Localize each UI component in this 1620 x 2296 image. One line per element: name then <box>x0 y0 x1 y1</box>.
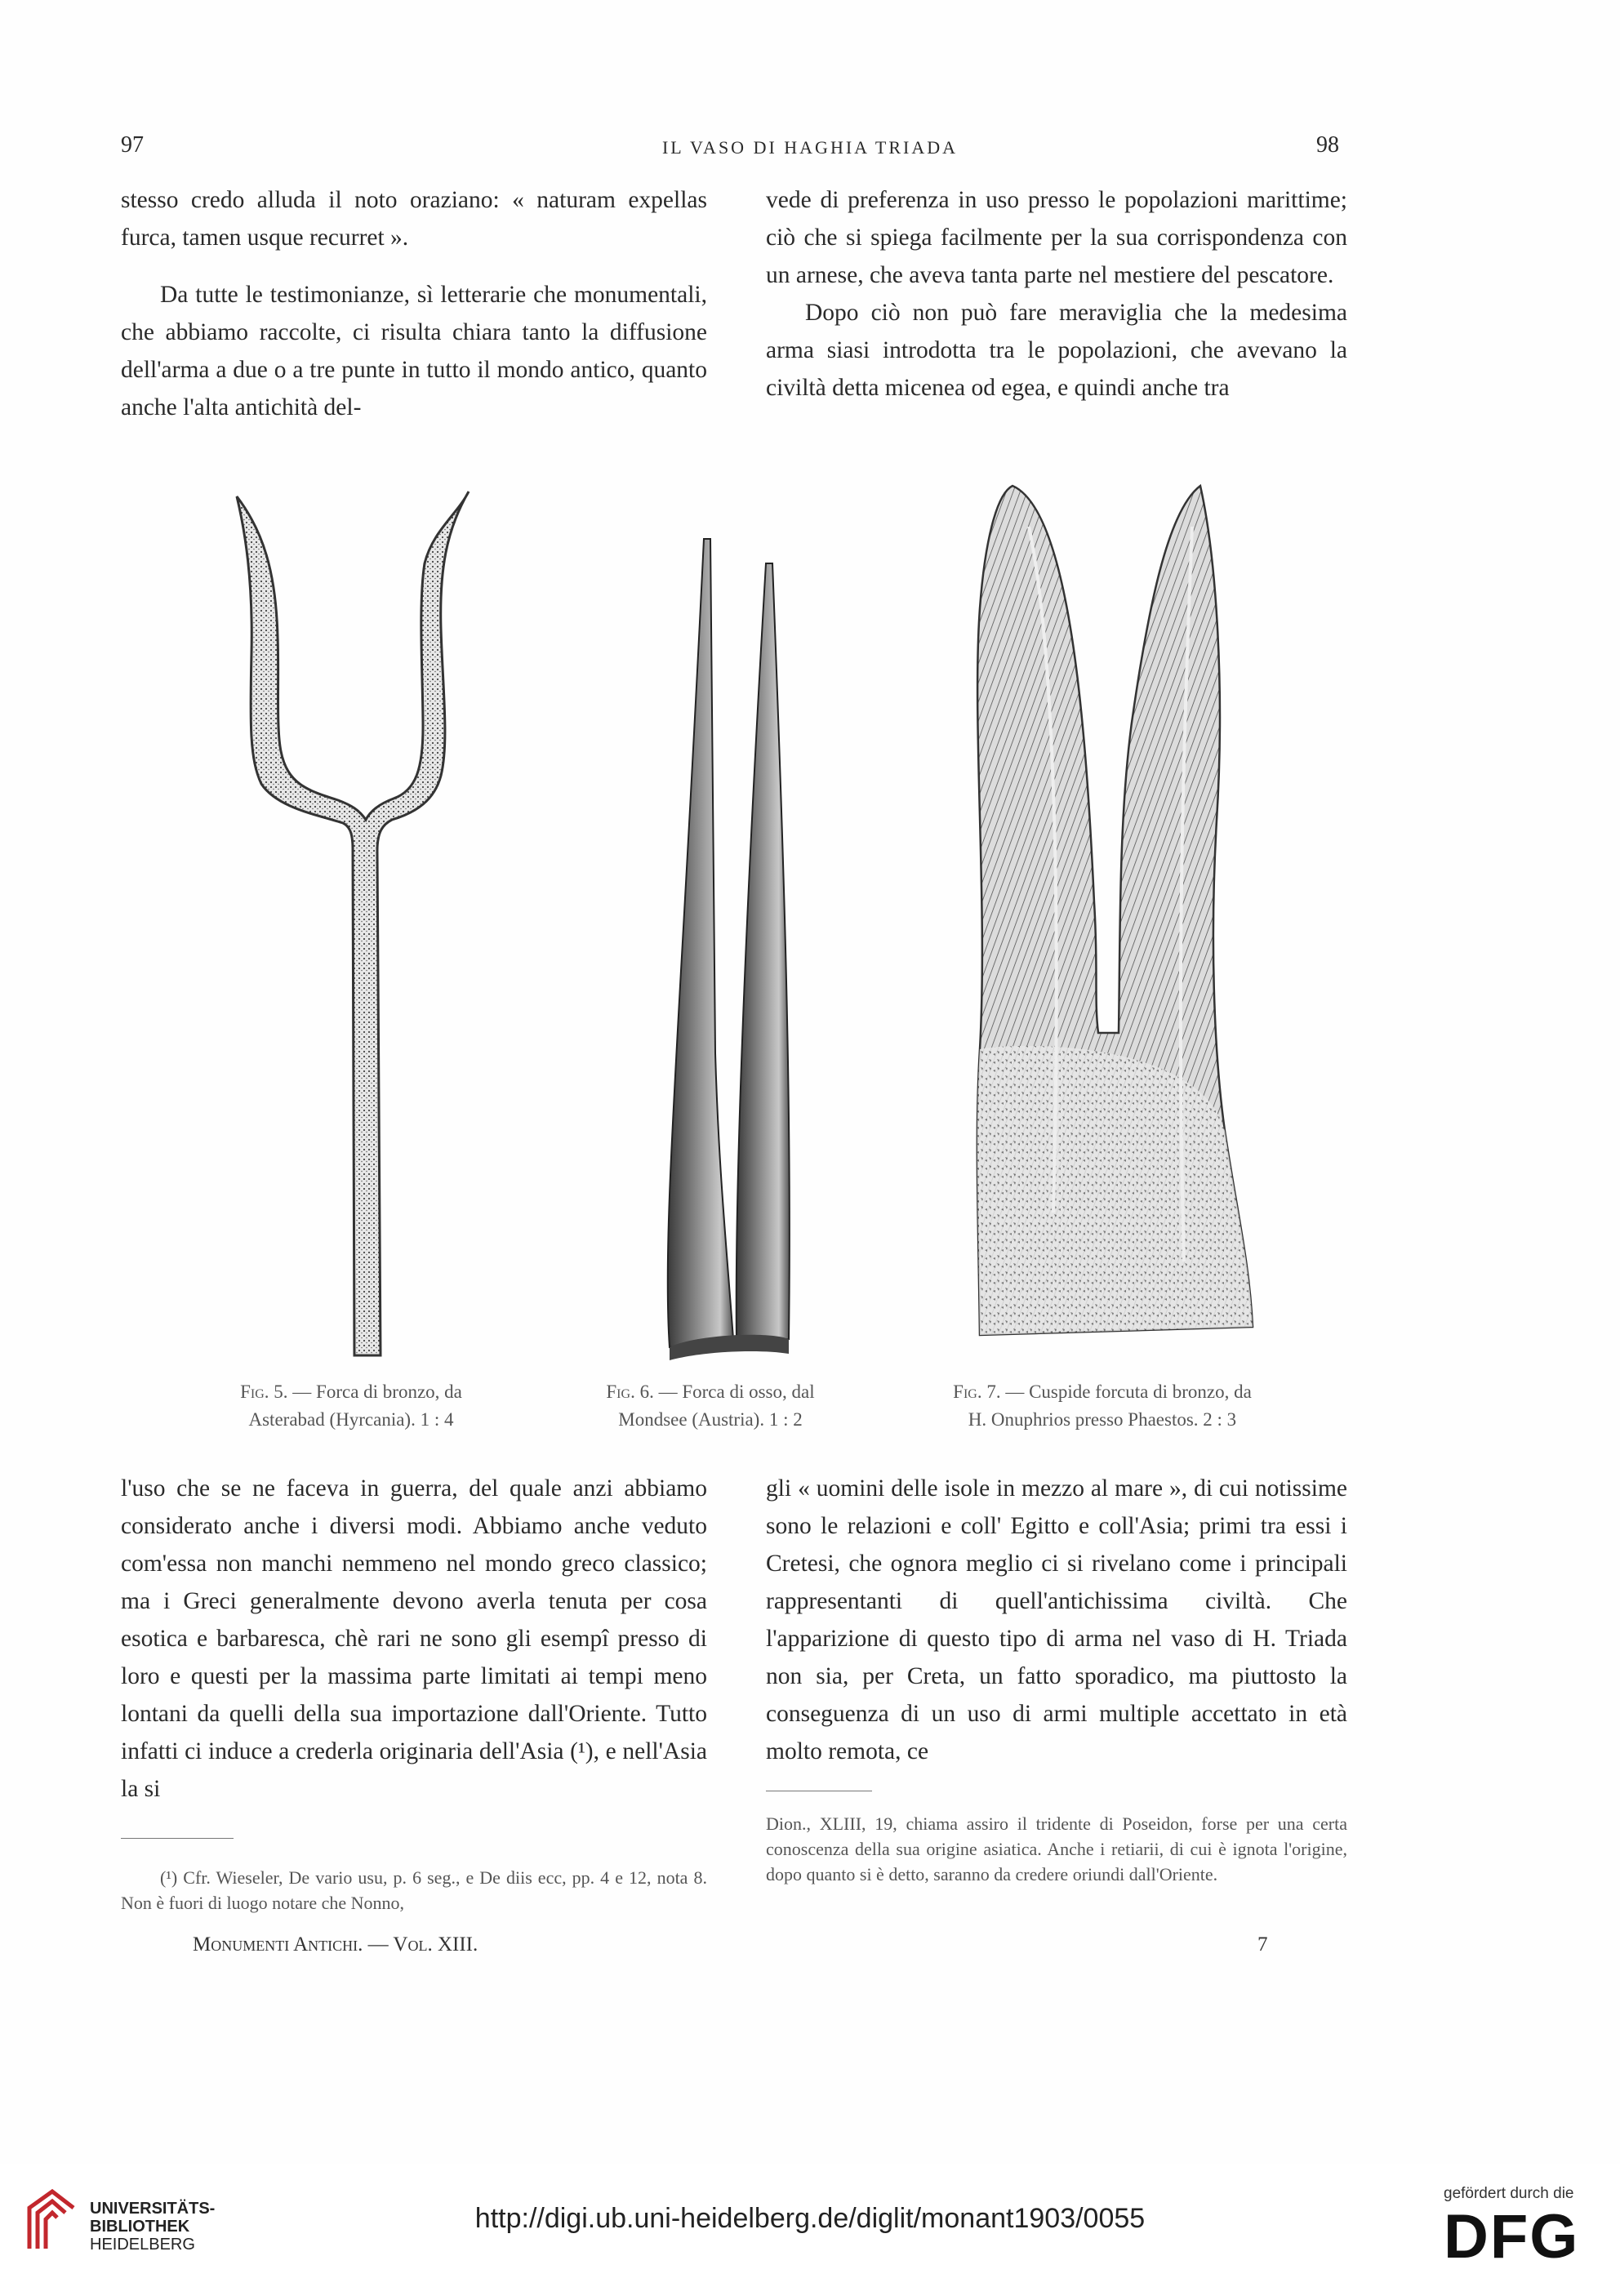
library-name-line: BIBLIOTHEK <box>90 2218 190 2236</box>
footnote-left: (¹) Cfr. Wieseler, De vario usu, p. 6 seg., e De diis ecc, pp. 4 e 12, nota 8. Non è fuori di luogo notare che Nonno, <box>121 1867 707 1913</box>
journal-signature: Monumenti Antichi. — Vol. XIII. <box>193 1933 478 1956</box>
running-title: IL VASO DI HAGHIA TRIADA <box>661 137 959 158</box>
caption-text: Asterabad (Hyrcania). 1 : 4 <box>248 1409 454 1430</box>
footnote-right: Dion., XLIII, 19, chiama assiro il tridente di Poseidon, forse per una certa conoscenza della sua origine asiatica. Anche i retiarii, di cui è ignota l'origine, dopo quanto si è detto, saranno da credere oriundi dall'Oriente. <box>766 1813 1347 1884</box>
bottom-right-column: gli « uomini delle isole in mezzo al mare », di cui notissime sono le relazioni e coll' Egitto e coll'Asia; primi tra essi i Cretesi, che ognora meglio ci si rivelano come i principali rappresentanti di quell'antichissima civiltà. Che l'apparizione di questo tipo di arma nel vaso di H. Triada non sia, per Creta, un fatto sporadico, ma piuttosto la conseguenza di un uso di armi multiple accettato in età molto remota, ce <box>766 1475 1347 1764</box>
top-left-column <box>121 181 707 426</box>
paragraph: stesso credo alluda il noto oraziano: « naturam expellas furca, tamen usque recurret ». <box>121 187 707 251</box>
paragraph: Dopo ciò non può fare meraviglia che la medesima arma siasi introdotta tra le popolazioni, che avevano la civiltà detta micenea od egea, e quindi anche tra <box>766 300 1347 401</box>
figure-label: Fig. 5. <box>240 1382 288 1402</box>
figure-6-bone-fork <box>645 531 808 1372</box>
digitization-bar <box>0 2164 1620 2296</box>
caption-text: — Forca di osso, dal <box>658 1382 815 1402</box>
figure-5-caption <box>188 1378 514 1434</box>
sheet-number: 7 <box>1257 1933 1268 1956</box>
figure-5-bronze-fork <box>220 482 482 1364</box>
page-number-right: 98 <box>1316 132 1339 158</box>
footnote-rule <box>121 1838 234 1839</box>
figure-7-caption <box>882 1378 1323 1434</box>
funded-by-label: gefördert durch die <box>1444 2185 1574 2202</box>
dfg-logo: DFG <box>1444 2202 1580 2272</box>
library-name-line: HEIDELBERG <box>90 2236 195 2254</box>
figure-label: Fig. 7. <box>953 1382 1001 1402</box>
figure-7-bronze-forked-point <box>955 478 1282 1343</box>
library-name-line: UNIVERSITÄTS- <box>90 2200 216 2218</box>
caption-text: H. Onuphrios presso Phaestos. 2 : 3 <box>968 1409 1237 1430</box>
paragraph: Da tutte le testimonianze, sì letterarie che monumentali, che abbiamo raccolte, ci risulta chiara tanto la diffusione dell'arma a due o a tre punte in tutto il mondo antico, quanto anche l'alta antichità del- <box>121 282 707 420</box>
caption-text: — Cuspide forcuta di bronzo, da <box>1005 1382 1252 1402</box>
top-right-column <box>766 181 1347 407</box>
caption-text: — Forca di bronzo, da <box>292 1382 462 1402</box>
figure-6-caption <box>555 1378 866 1434</box>
caption-text: Mondsee (Austria). 1 : 2 <box>618 1409 803 1430</box>
bottom-left-column: l'uso che se ne faceva in guerra, del quale anzi abbiamo considerato anche i diversi modi. Abbiamo anche veduto com'essa non manchi nemmeno nel mondo greco classico; ma i Greci generalmente devono averla tenuta per cosa esotica e barbaresca, chè rari ne sono gli esempî presso di loro e questi per la massima parte limitati ai tempi meno lontani da quelli della sua importazione dall'Oriente. Tutto infatti ci induce a crederla originaria dell'Asia (¹), e nell'Asia la si <box>121 1475 707 1802</box>
page-number-left: 97 <box>121 132 144 158</box>
permalink-url[interactable]: http://digi.ub.uni-heidelberg.de/diglit/monant1903/0055 <box>474 2203 1146 2234</box>
paragraph: vede di preferenza in uso presso le popolazioni marittime; ciò che si spiega facilmente per la sua corrispondenza con un arnese, che aveva tanta parte nel mestiere del pescatore. <box>766 187 1347 288</box>
figure-label: Fig. 6. <box>606 1382 654 1402</box>
